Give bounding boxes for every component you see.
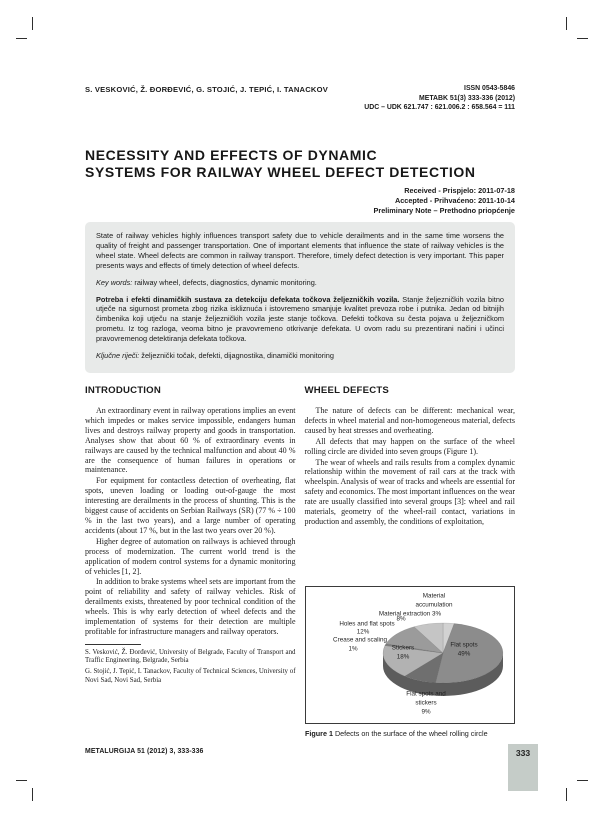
received-date: Received - Prispjelo: 2011-07-18 xyxy=(404,186,515,195)
crop-mark xyxy=(16,38,27,39)
left-column xyxy=(85,385,296,687)
paper-title xyxy=(85,147,515,180)
chart-label: 1% xyxy=(348,645,358,653)
chart-label: Holes and flat spots xyxy=(339,620,395,628)
crop-mark xyxy=(577,780,588,781)
abstract-english: State of railway vehicles highly influences transport safety due to vehicle derailments and in the same time worsens the quality of freight and passenger transportation. One of important elements that influence the state of railway vehicles is the wheel state. Wheel defects are common in railway transport. Therefore, timely defect detection is very important. This paper presents ways and effects of timely detection of wheel defects. xyxy=(96,231,504,270)
chart-label: Material extraction 3% xyxy=(378,610,442,618)
crop-mark xyxy=(32,17,33,30)
authors-line: S. VESKOVIĆ, Ž. ĐORĐEVIĆ, G. STOJIĆ, J. TEPIĆ, I. TANACKOV xyxy=(85,85,328,94)
intro-paragraph: For equipment for contactless detection of overheating, flat spots, uneven loading or loading out-of-gauge the most interesting are derailments in the process of shunting. This is the biggest cause of accidents on Serbian Railways (SR) (77 % ÷ 100 % in the last two years), and a large number of operating accidents (about 17 %, but in the last two years over 20 %). xyxy=(85,476,296,535)
metabk-line: METABK 51(3) 333-336 (2012) xyxy=(419,94,515,102)
title-line-2: SYSTEMS FOR RAILWAY WHEEL DEFECT DETECTION xyxy=(85,163,476,180)
page-header xyxy=(85,84,515,113)
intro-paragraph: In addition to brake systems wheel sets are important from the point of reliability and safety of railway vehicles. Risk of derailments exists, threatened by poor technical condition of the wheels. This is why early detection of wheel defects and the implementation of systems for their detection are multiple profitable for infrastructure managers and railway operators. xyxy=(85,577,296,636)
crop-mark xyxy=(566,17,567,30)
accepted-date: Accepted - Prihvaćeno: 2011-10-14 xyxy=(394,195,515,205)
figure-label: Figure 1 xyxy=(305,729,333,738)
introduction-heading: INTRODUCTION xyxy=(85,385,161,396)
journal-footer: METALURGIJA 51 (2012) 3, 333-336 xyxy=(85,748,204,755)
croatian-text: Stanje željezničkih vozila bitno utječe na sigurnost prometa zbog rizika iskliznuća i istovremeno smanjuje kvalitet prevoza robe i putnika. Jedan od bitnijih čimbenika koji utječu na stanje željezničkih vozila jeste stanje točkova. Defekti točkova su česta pojava u željezničkom prometu. Iz tog razloga, veoma bitno je pravovremeno otkrivanje defekata. U ovom radu su prezentirani načini i učinci pravovremenog detektiranja defekata točkova. xyxy=(96,294,504,344)
footnote-divider xyxy=(85,644,141,645)
chart-label: 9% xyxy=(421,708,431,716)
figure-caption-text: Defects on the surface of the wheel rolling circle xyxy=(332,729,488,738)
chart-label: Flat spots xyxy=(450,641,478,649)
keywords-text: railway wheel, defects, diagnostics, dynamic monitoring. xyxy=(132,277,317,287)
crop-mark xyxy=(16,780,27,781)
kljucne-label: Ključne riječi: xyxy=(96,351,140,361)
chart-label: Stickers xyxy=(391,644,415,652)
abstract-box xyxy=(85,222,515,373)
wheel-defects-paragraph: All defects that may happen on the surface of the wheel rolling circle are divided into seven groups (Figure 1). xyxy=(304,436,515,456)
croatian-lead: Potreba i efekti dinamičkih sustava za detekciju defekata točkova željezničkih vozila. xyxy=(96,294,400,304)
crop-mark xyxy=(566,788,567,801)
chart-label: 8% xyxy=(396,615,406,623)
note-type: Preliminary Note – Prethodno priopćenje xyxy=(373,205,515,215)
chart-label: Flat spots and xyxy=(406,690,446,698)
keywords-label: Key words: xyxy=(96,277,133,287)
kljucne-line xyxy=(96,351,504,361)
figure-1-pie-chart xyxy=(305,586,515,724)
wheel-defects-paragraph: The wear of wheels and rails results from a complex dynamic relationship within the movement of rail cars at the track with wheelspin. Analysis of wear of tracks and wheels are essential for safety and economics. The most important influences on the wear rate are usually classified into several groups [3]: wheel and rail materials, geometry of the wheel-rail contact, variations in production and assembly, the conditions of exploitation, xyxy=(304,457,515,526)
issn-line: ISSN 0543-5846 xyxy=(464,85,515,92)
wheel-defects-heading: WHEEL DEFECTS xyxy=(304,385,390,396)
chart-label: 18% xyxy=(396,653,410,661)
udc-line: UDC – UDK 621.747 : 621.006.2 : 658.564 = 111 xyxy=(364,104,515,112)
page-number-badge: 333 xyxy=(508,744,538,791)
chart-label: accumulation xyxy=(415,601,453,609)
issn-block xyxy=(364,84,515,113)
chart-label: 12% xyxy=(356,628,370,636)
title-line-1: NECESSITY AND EFFECTS OF DYNAMIC xyxy=(85,147,378,163)
kljucne-text: željeznički točak, defekti, dijagnostika, dinamički monitoring xyxy=(139,351,334,361)
affiliation-line: G. Stojić, J. Tepić, I. Tanackov, Faculty of Technical Sciences, University of Novi Sad, Novi Sad, Serbia xyxy=(85,668,296,684)
chart-label: 49% xyxy=(457,650,471,658)
crop-mark xyxy=(577,38,588,39)
keywords-line xyxy=(96,278,504,288)
intro-paragraph: Higher degree of automation on railways is achieved through process of modernization. The current world trend is the application of modern control systems for a dynamic monitoring of vehicles [1, 2]. xyxy=(85,536,296,576)
intro-paragraph: An extraordinary event in railway operations implies an event which impedes or makes service impossible, endangers human lives and destroys railway property and goods in transportation. Analyses show that about 60 % of extraordinary events in railways are caused by the technical malfunction and about 40 % are the consequence of human failures in operations or maintenance. xyxy=(85,406,296,475)
abstract-croatian xyxy=(96,295,504,345)
chart-label: Crease and scaling xyxy=(333,636,387,644)
author-affiliations xyxy=(85,649,296,685)
submission-meta xyxy=(85,186,515,215)
crop-mark xyxy=(32,788,33,801)
chart-label: Material xyxy=(422,592,446,600)
wheel-defects-paragraph: The nature of defects can be different: mechanical wear, defects in wheel material and non-homogeneous material, defects caused by heat stresses and overheating. xyxy=(304,406,515,435)
figure-1-caption xyxy=(305,729,515,738)
pie-chart-svg xyxy=(306,587,514,723)
affiliation-line: S. Vesković, Ž. Đorđević, University of Belgrade, Faculty of Transport and Traffic Engineering, Belgrade, Serbia xyxy=(85,648,296,665)
chart-label: stickers xyxy=(415,699,437,707)
